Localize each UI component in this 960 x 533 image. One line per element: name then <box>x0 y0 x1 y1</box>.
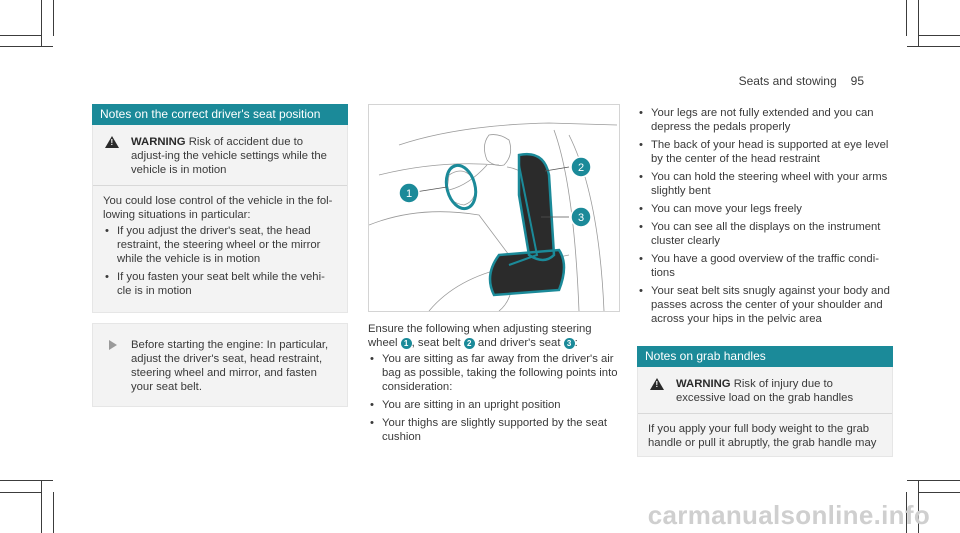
warning-intro: You could lose control of the vehicle in the fol-lowing situations in particular: <box>103 195 333 221</box>
svg-text:3: 3 <box>577 212 585 224</box>
list-item: • Your seat belt sits snugly against your body and passes across the center of your shoulder and across your hips in the pelvic area <box>637 284 893 326</box>
list-item: • If you fasten your seat belt while the vehi-cle is in motion <box>103 270 337 298</box>
callout-ref-3: 3 <box>564 338 575 349</box>
crop-mark <box>907 480 960 481</box>
divider <box>638 413 892 414</box>
seat-illustration-svg <box>369 105 619 311</box>
ensure-intro: Ensure the following when adjusting steering wheel 1 , seat belt 2 and driver's seat 3 : <box>368 323 592 349</box>
list-item: • You are sitting as far away from the driver's air bag as possible, taking the following points into consideration: <box>368 352 620 394</box>
note-box <box>92 323 348 407</box>
warning-line <box>103 135 337 177</box>
list-item: • If you adjust the driver's seat, the head restraint, the steering wheel or the mirror while the vehicle is in motion <box>103 224 337 266</box>
list-item: • Your thighs are slightly supported by the seat cushion <box>368 416 620 444</box>
svg-text:2: 2 <box>577 162 585 174</box>
crop-mark <box>41 480 42 533</box>
column-right <box>637 104 893 457</box>
crop-mark <box>0 46 53 47</box>
crop-mark <box>0 480 53 481</box>
arrow-right-icon <box>109 340 117 350</box>
list-item: • You can move your legs freely <box>637 202 893 216</box>
warning-box <box>92 125 348 313</box>
watermark: carmanualsonline.info <box>647 500 930 530</box>
warning-line <box>648 377 882 405</box>
middle-body <box>368 322 620 444</box>
running-header <box>739 74 864 88</box>
list-item: • You are sitting in an upright position <box>368 398 620 412</box>
crop-mark <box>918 0 919 47</box>
driver-seat-illustration <box>368 104 620 312</box>
column-middle <box>368 104 620 448</box>
callout-1 <box>399 183 419 203</box>
warning-label: WARNING <box>131 136 186 148</box>
divider <box>93 185 347 186</box>
page-number: 95 <box>850 74 864 88</box>
callout-2 <box>571 157 591 177</box>
ensure-list <box>368 352 620 444</box>
crop-mark <box>918 35 960 36</box>
warning-detail: If you apply your full body weight to the grab handle or pull it abruptly, the grab handle may <box>648 423 877 449</box>
list-item: • You have a good overview of the traffic condi-tions <box>637 252 893 280</box>
list-item: • Your legs are not fully extended and you can depress the pedals properly <box>637 106 893 134</box>
warning-desc: Risk of accident due to adjust-ing the vehicle settings while the vehicle is in motion <box>131 136 327 176</box>
crop-mark <box>53 492 54 533</box>
section-heading-seat-position: Notes on the correct driver's seat position <box>92 104 348 125</box>
crop-mark <box>41 0 42 47</box>
ensure-list-continued <box>637 106 893 326</box>
svg-text:1: 1 <box>405 188 413 200</box>
section-title: Seats and stowing <box>738 74 837 88</box>
warning-label: WARNING <box>676 378 731 390</box>
warning-triangle-icon: ! <box>650 378 664 390</box>
section-heading-grab-handles: Notes on grab handles <box>637 346 893 367</box>
list-item: • You can see all the displays on the instrument cluster clearly <box>637 220 893 248</box>
crop-mark <box>0 35 42 36</box>
warning-triangle-icon: ! <box>105 136 119 148</box>
list-item: • You can hold the steering wheel with your arms slightly bent <box>637 170 893 198</box>
list-item: • The back of your head is supported at eye level by the center of the head restraint <box>637 138 893 166</box>
note-text: Before starting the engine: In particular, adjust the driver's seat, head restraint, steering wheel and mirror, and fasten your seat belt. <box>131 339 329 393</box>
warning-desc: Risk of injury due to excessive load on the grab handles <box>676 378 854 404</box>
warning-text <box>676 377 882 405</box>
callout-ref-2: 2 <box>464 338 475 349</box>
warning-text <box>131 135 337 177</box>
warning-list <box>103 224 337 298</box>
column-left <box>92 104 348 407</box>
crop-mark <box>907 46 960 47</box>
crop-mark <box>53 0 54 36</box>
crop-mark <box>918 492 960 493</box>
warning-box <box>637 367 893 457</box>
callout-ref-1: 1 <box>401 338 412 349</box>
crop-mark <box>906 0 907 36</box>
crop-mark <box>0 492 42 493</box>
callout-3 <box>571 207 591 227</box>
